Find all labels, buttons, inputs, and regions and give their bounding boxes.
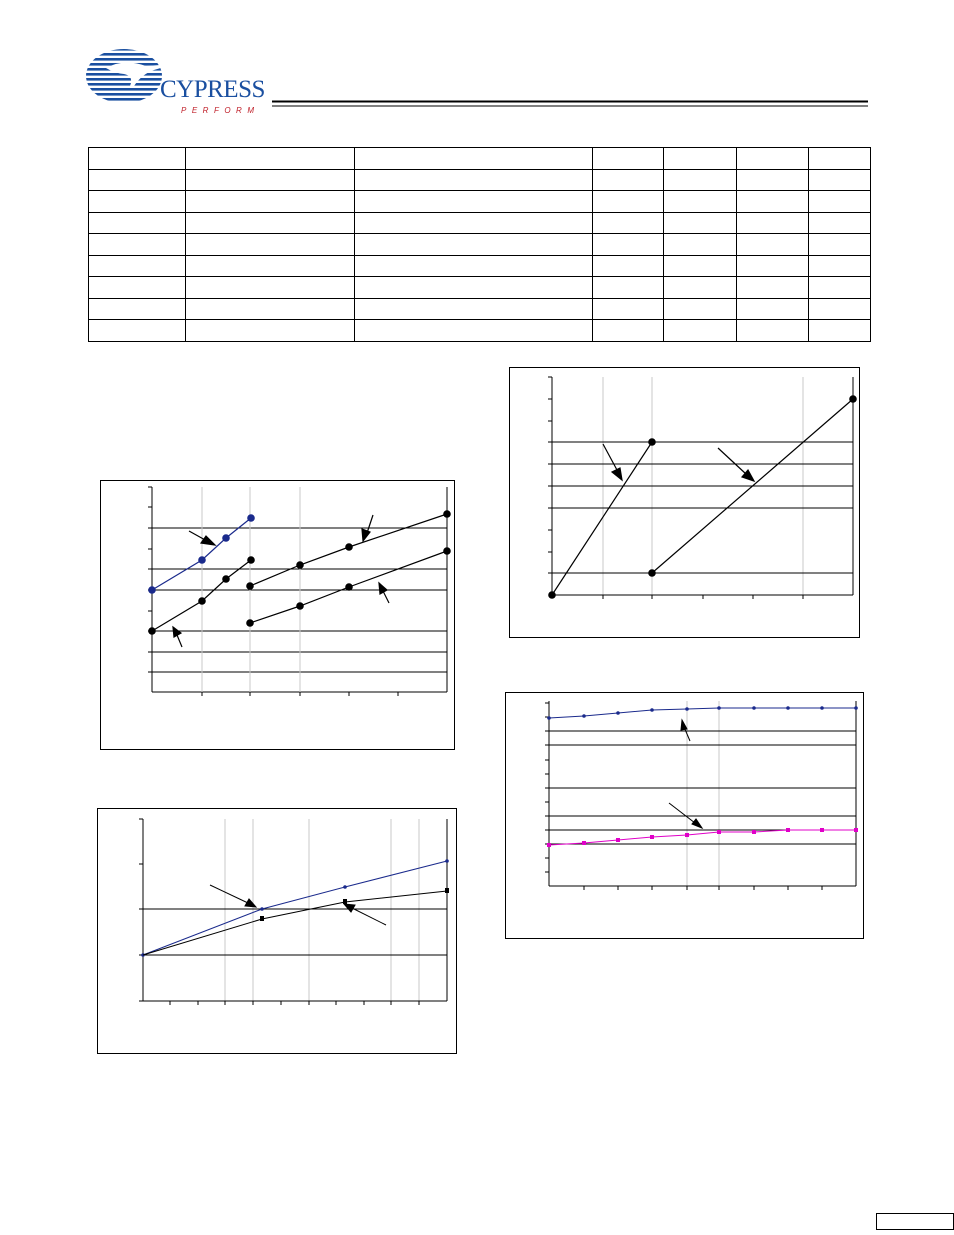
table-cell bbox=[593, 169, 664, 191]
table-row bbox=[89, 169, 871, 191]
chart-b-series-1 bbox=[552, 442, 652, 595]
table-cell bbox=[185, 298, 354, 320]
table-cell bbox=[185, 255, 354, 277]
table-cell bbox=[809, 212, 871, 234]
table-cell bbox=[354, 169, 593, 191]
table-cell bbox=[664, 277, 737, 299]
table-cell bbox=[593, 234, 664, 256]
table-row bbox=[89, 234, 871, 256]
table-cell bbox=[89, 320, 186, 342]
table-cell bbox=[664, 212, 737, 234]
table-cell bbox=[737, 298, 809, 320]
chart-d-series-1 bbox=[549, 708, 856, 718]
chart-d-panel bbox=[505, 692, 864, 939]
spec-table bbox=[88, 147, 871, 342]
table-cell bbox=[737, 191, 809, 213]
table-cell bbox=[737, 212, 809, 234]
chart-d-series-2 bbox=[549, 830, 856, 845]
table-cell bbox=[809, 169, 871, 191]
table-cell bbox=[593, 148, 664, 170]
table-cell bbox=[354, 320, 593, 342]
chart-c bbox=[98, 809, 456, 1053]
header-rule bbox=[272, 100, 868, 108]
table-cell bbox=[809, 277, 871, 299]
chart-b-grid bbox=[552, 442, 853, 595]
company-name: CYPRESS bbox=[160, 76, 265, 103]
table-row bbox=[89, 277, 871, 299]
table-cell bbox=[593, 320, 664, 342]
table-cell bbox=[354, 277, 593, 299]
table-cell bbox=[89, 277, 186, 299]
chart-d-grid bbox=[549, 731, 856, 844]
chart-a-callout-arrows bbox=[173, 515, 389, 647]
table-cell bbox=[89, 298, 186, 320]
chart-b-axes bbox=[548, 377, 853, 599]
table-cell bbox=[737, 234, 809, 256]
table-cell bbox=[737, 277, 809, 299]
table-cell bbox=[664, 169, 737, 191]
chart-a-panel bbox=[100, 480, 455, 750]
table-cell bbox=[809, 255, 871, 277]
table-cell bbox=[185, 169, 354, 191]
chart-a-axes bbox=[148, 487, 447, 696]
table-cell bbox=[354, 234, 593, 256]
table-cell bbox=[89, 148, 186, 170]
table-cell bbox=[593, 255, 664, 277]
table-cell bbox=[185, 277, 354, 299]
table-cell bbox=[354, 191, 593, 213]
chart-c-series-1-markers bbox=[141, 859, 449, 957]
table-cell bbox=[593, 191, 664, 213]
table-cell bbox=[185, 320, 354, 342]
table-cell bbox=[185, 234, 354, 256]
table-cell bbox=[809, 191, 871, 213]
table-cell bbox=[185, 148, 354, 170]
table-cell bbox=[593, 212, 664, 234]
chart-d-callout-arrows bbox=[669, 720, 702, 828]
cypress-logo bbox=[84, 46, 265, 118]
table-cell bbox=[185, 212, 354, 234]
table-cell bbox=[89, 234, 186, 256]
table-cell bbox=[89, 169, 186, 191]
table-cell bbox=[737, 169, 809, 191]
table-cell bbox=[809, 234, 871, 256]
chart-c-axes bbox=[139, 819, 447, 1005]
table-cell bbox=[664, 298, 737, 320]
table-row bbox=[89, 298, 871, 320]
chart-c-grid bbox=[143, 909, 447, 955]
table-cell bbox=[354, 298, 593, 320]
table-cell bbox=[354, 148, 593, 170]
table-row bbox=[89, 212, 871, 234]
table-cell bbox=[593, 277, 664, 299]
table-row bbox=[89, 148, 871, 170]
table-cell bbox=[354, 212, 593, 234]
chart-b-markers bbox=[548, 395, 857, 599]
table-cell bbox=[664, 148, 737, 170]
table-cell bbox=[89, 191, 186, 213]
table-cell bbox=[737, 320, 809, 342]
page-number-box bbox=[876, 1213, 954, 1230]
table-cell bbox=[664, 320, 737, 342]
chart-d bbox=[506, 693, 863, 938]
table-cell bbox=[593, 298, 664, 320]
table-cell bbox=[664, 191, 737, 213]
chart-c-panel bbox=[97, 808, 457, 1054]
table-row bbox=[89, 255, 871, 277]
table-cell bbox=[664, 234, 737, 256]
chart-b-panel bbox=[509, 367, 860, 638]
chart-b bbox=[510, 368, 859, 637]
table-cell bbox=[809, 148, 871, 170]
chart-d-axes bbox=[545, 701, 856, 890]
table-cell bbox=[737, 148, 809, 170]
table-cell bbox=[809, 320, 871, 342]
chart-a bbox=[101, 481, 454, 749]
chart-b-callout-arrows bbox=[603, 444, 754, 481]
company-tagline: PERFORM bbox=[181, 106, 260, 115]
table-cell bbox=[354, 255, 593, 277]
table-cell bbox=[185, 191, 354, 213]
table-cell bbox=[664, 255, 737, 277]
table-cell bbox=[809, 298, 871, 320]
table-cell bbox=[89, 212, 186, 234]
table-row bbox=[89, 191, 871, 213]
table-cell bbox=[89, 255, 186, 277]
table-cell bbox=[737, 255, 809, 277]
table-row bbox=[89, 320, 871, 342]
